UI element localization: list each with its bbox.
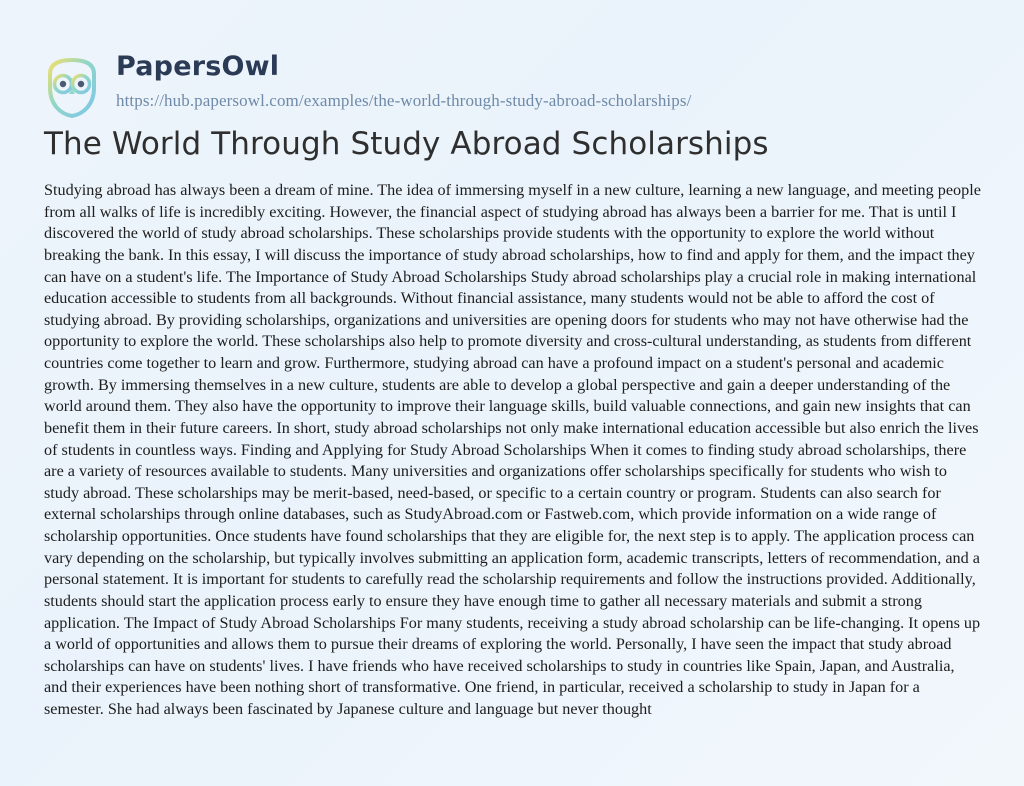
brand-name: PapersOwl — [116, 51, 280, 82]
page-title: The World Through Study Abroad Scholarships — [44, 126, 769, 162]
brand-block — [116, 52, 691, 111]
owl-logo-icon — [44, 58, 100, 118]
document-body-text: Studying abroad has always been a dream of mine. The idea of immersing myself in a new culture, learning a new language, and meeting people from all walks of life is incredibly exciting. However, the financial aspect of studying abroad has always been a barrier for me. That is until I discovered the world of study abroad scholarships. These scholarships provide students with the opportunity to explore the world without breaking the bank. In this essay, I will discuss the importance of study abroad scholarships, how to find and apply for them, and the impact they can have on a student's life. The Importance of Study Abroad Scholarships Study abroad scholarships play a crucial role in making international education accessible to students from all backgrounds. Without financial assistance, many students would not be able to afford the cost of studying abroad. By providing scholarships, organizations and universities are opening doors for students who may not have otherwise had the opportunity to explore the world. These scholarships also help to promote diversity and cross-cultural understanding, as students from different countries come together to learn and grow. Furthermore, studying abroad can have a profound impact on a student's personal and academic growth. By immersing themselves in a new culture, students are able to develop a global perspective and gain a deeper understanding of the world around them. They also have the opportunity to improve their language skills, build valuable connections, and gain new insights that can benefit them in their future careers. In short, study abroad scholarships not only make international education accessible but also enrich the lives of students in countless ways. Finding and Applying for Study Abroad Scholarships When it comes to finding study abroad scholarships, there are a variety of resources available to students. Many universities and organizations offer scholarships specifically for students who wish to study abroad. These scholarships may be merit-based, need-based, or specific to a certain country or program. Students can also search for external scholarships through online databases, such as StudyAbroad.com or Fastweb.com, which provide information on a wide range of scholarship opportunities. Once students have found scholarships that they are eligible for, the next step is to apply. The application process can vary depending on the scholarship, but typically involves submitting an application form, academic transcripts, letters of recommendation, and a personal statement. It is important for students to carefully read the scholarship requirements and follow the instructions provided. Additionally, students should start the application process early to ensure they have enough time to gather all necessary materials and submit a strong application. The Impact of Study Abroad Scholarships For many students, receiving a study abroad scholarship can be life-changing. It opens up a world of opportunities and allows them to pursue their dreams of exploring the world. Personally, I have seen the impact that study abroad scholarships can have on students' lives. I have friends who have received scholarships to study in countries like Spain, Japan, and Australia, and their experiences have been nothing short of transformative. One friend, in particular, received a scholarship to study in Japan for a semester. She had always been fascinated by Japanese culture and language but never thought — [44, 181, 981, 718]
source-url[interactable]: https://hub.papersowl.com/examples/the-world-through-study-abroad-scholarships/ — [116, 90, 692, 110]
document-content — [0, 96, 1024, 721]
site-header — [0, 0, 1024, 110]
